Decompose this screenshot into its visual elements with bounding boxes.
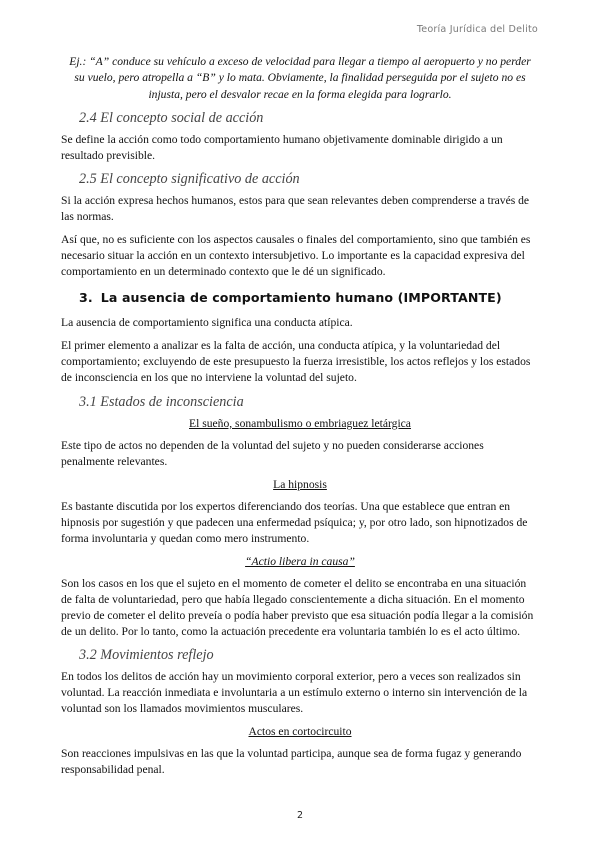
paragraph-3-2: El primer elemento a analizar es la falta de acción, una conducta atípica, y la voluntariedad del comportamiento; excluyendo de este presupuesto la fuerza irresistible, los actos reflejos y los estados de inconsciencia en los que no interviene la voluntad del sujeto.	[61, 339, 531, 384]
heading-2-4: 2.4 El concepto social de acción	[79, 109, 264, 126]
subheading-hipnosis: La hipnosis	[273, 477, 327, 491]
running-header: Teoría Jurídica del Delito	[416, 24, 538, 35]
paragraph-3-1: La ausencia de comportamiento significa una conducta atípica.	[61, 316, 353, 330]
page-number: 2	[296, 810, 304, 821]
paragraph-2-5-1: Si la acción expresa hechos humanos, estos para que sean relevantes deben comprenderse a través de las normas.	[61, 194, 530, 224]
heading-3-2: 3.2 Movimientos reflejo	[79, 647, 214, 664]
heading-3	[79, 290, 539, 305]
subheading-sueno: El sueño, sonambulismo o embriaguez letárgica	[189, 416, 411, 430]
heading-3-title: La ausencia de comportamiento humano (IMPORTANTE)	[100, 290, 502, 306]
subheading-actio-libera: “Actio libera in causa”	[245, 554, 355, 568]
example-quote: Ej.: “A” conduce su vehículo a exceso de velocidad para llegar a tiempo al aeropuerto y no perder su vuelo, pero atropella a “B” y lo mata. Obviamente, la finalidad perseguida por el sujeto no es injusta, pero el desvalor recae en la forma elegida para lograrlo.	[69, 55, 531, 101]
paragraph-2-4-1: Se define la acción como todo comportamiento humano objetivamente dominable dirigido a un resultado previsible.	[61, 132, 503, 162]
paragraph-hipnosis: Es bastante discutida por los expertos diferenciando dos teorías. Una que establece que entran en hipnosis por sugestión y que padecen una enfermedad psíquica; y, por otro lado, son hipnotizados de forma involuntaria y quedan como mero instrumento.	[61, 500, 528, 545]
paragraph-reflejo: En todos los delitos de acción hay un movimiento corporal exterior, pero a veces son realizados sin voluntad. La reacción inmediata e involuntaria a un estímulo externo o interno sin intervención de la voluntad son los llamados movimientos musculares.	[61, 670, 528, 715]
paragraph-cortocircuito: Son reacciones impulsivas en las que la voluntad participa, aunque sea de forma fugaz y generando responsabilidad penal.	[61, 747, 522, 777]
subheading-cortocircuito: Actos en cortocircuito	[248, 724, 352, 738]
heading-2-5: 2.5 El concepto significativo de acción	[79, 171, 300, 188]
paragraph-actio-libera: Son los casos en los que el sujeto en el momento de cometer el delito se encontraba en una situación de falta de voluntariedad, pero que había llegado conscientemente a dicha situación. En el momento previo de cometer el delito preveía o podía haber previsto que esa situación podía llegar a la comisión de un delito. Por lo tanto, como la actuación precedente era voluntaria también lo es el acto último.	[61, 577, 534, 638]
heading-3-1: 3.1 Estados de inconsciencia	[79, 393, 244, 410]
paragraph-2-5-2: Así que, no es suficiente con los aspectos causales o finales del comportamiento, sino que también es necesario situar la acción en un contexto intersubjetivo. Lo importante es la capacidad expresiva del comportamiento en un determinado contexto que le dé un significado.	[61, 233, 531, 278]
page-content	[61, 54, 539, 785]
paragraph-sueno: Este tipo de actos no dependen de la voluntad del sujeto y no pueden considerarse acciones penalmente relevantes.	[61, 439, 484, 468]
heading-3-number: 3.	[79, 290, 93, 306]
